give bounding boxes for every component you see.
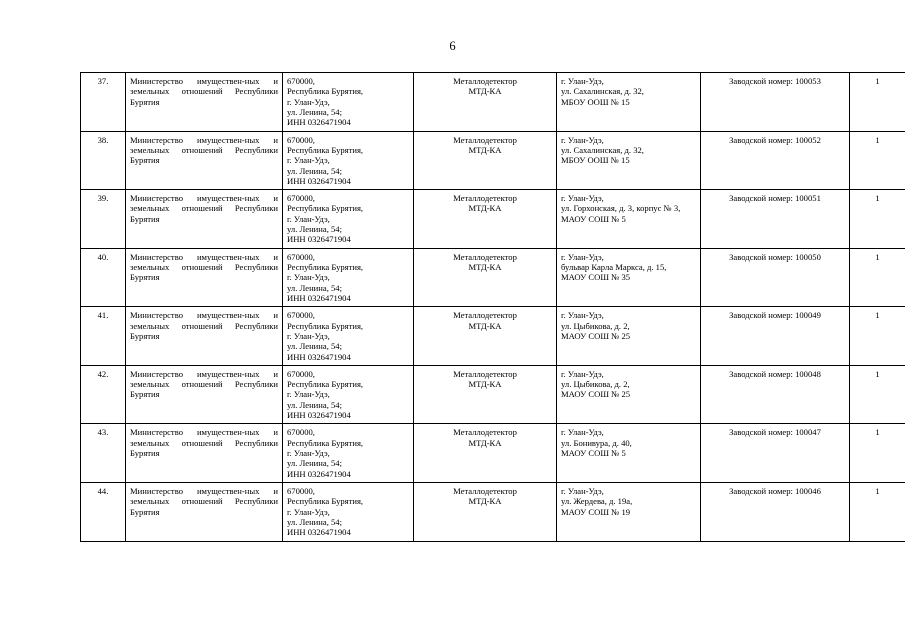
row-address xyxy=(283,248,414,307)
row-address xyxy=(283,131,414,190)
row-address xyxy=(283,307,414,366)
location-line: МАОУ СОШ № 5 xyxy=(561,213,626,224)
device-line: Металлодетектор xyxy=(453,368,517,379)
device-line: МТД-КА xyxy=(468,262,502,272)
address-line: г. Улан-Удэ, xyxy=(287,272,330,283)
address-line: г. Улан-Удэ, xyxy=(287,389,330,400)
address-line: Республика Бурятия, xyxy=(287,203,364,214)
address-line: ул. Ленина, 54; xyxy=(287,341,342,352)
device-line: МТД-КА xyxy=(468,144,502,155)
address-line: 670000, xyxy=(287,76,315,86)
address-line: 670000, xyxy=(287,427,315,438)
row-quantity: 1 xyxy=(850,131,905,190)
row-serial-number: Заводской номер: 100050 xyxy=(701,248,850,307)
row-serial-number: Заводской номер: 100046 xyxy=(701,482,850,541)
location-line: МБОУ ООШ № 15 xyxy=(561,96,630,107)
location-line: МАОУ СОШ № 25 xyxy=(561,389,631,400)
location-line: г. Улан-Удэ, xyxy=(561,251,604,262)
row-number: 43. xyxy=(81,424,126,483)
device-line: Металлодетектор xyxy=(453,134,517,145)
location-line: ул. Бонивура, д. 40, xyxy=(561,437,632,448)
location-line: г. Улан-Удэ, xyxy=(561,193,604,204)
address-line: ул. Ленина, 54; xyxy=(287,165,342,176)
address-line: Республика Бурятия, xyxy=(287,262,364,272)
device-line: Металлодетектор xyxy=(453,485,517,496)
row-device xyxy=(414,365,557,424)
row-location xyxy=(557,424,701,483)
location-line: г. Улан-Удэ, xyxy=(561,76,604,86)
device-line: Металлодетектор xyxy=(453,76,517,86)
device-line: Металлодетектор xyxy=(453,251,517,262)
address-line: г. Улан-Удэ, xyxy=(287,213,330,224)
row-device xyxy=(414,248,557,307)
table-row xyxy=(81,424,905,483)
address-line: ИНН 0326471904 xyxy=(287,234,351,245)
row-device xyxy=(414,190,557,249)
row-quantity: 1 xyxy=(850,307,905,366)
row-organization: Министерство имуществен-ных и земельных отношений Республики Бурятия xyxy=(126,131,283,190)
table-row xyxy=(81,365,905,424)
registry-table-wrapper xyxy=(80,72,880,542)
address-line: ул. Ленина, 54; xyxy=(287,282,342,293)
address-line: ИНН 0326471904 xyxy=(287,175,351,186)
row-device xyxy=(414,73,557,132)
row-quantity: 1 xyxy=(850,482,905,541)
row-organization: Министерство имуществен-ных и земельных отношений Республики Бурятия xyxy=(126,248,283,307)
row-number: 41. xyxy=(81,307,126,366)
device-line: МТД-КА xyxy=(468,437,502,448)
row-organization: Министерство имуществен-ных и земельных отношений Республики Бурятия xyxy=(126,482,283,541)
address-line: ул. Ленина, 54; xyxy=(287,516,342,527)
address-line: ул. Ленина, 54; xyxy=(287,224,342,235)
address-line: Республика Бурятия, xyxy=(287,496,364,507)
location-line: г. Улан-Удэ, xyxy=(561,368,604,379)
device-line: Металлодетектор xyxy=(453,310,517,321)
row-serial-number: Заводской номер: 100053 xyxy=(701,73,850,132)
address-line: г. Улан-Удэ, xyxy=(287,96,330,107)
row-device xyxy=(414,424,557,483)
row-organization: Министерство имуществен-ных и земельных отношений Республики Бурятия xyxy=(126,424,283,483)
address-line: г. Улан-Удэ, xyxy=(287,155,330,166)
page-number: 6 xyxy=(449,39,456,53)
row-number: 38. xyxy=(81,131,126,190)
address-line: ИНН 0326471904 xyxy=(287,292,351,303)
address-line: 670000, xyxy=(287,310,315,321)
row-device xyxy=(414,307,557,366)
location-line: ул. Жердева, д. 19а, xyxy=(561,496,633,507)
table-row xyxy=(81,482,905,541)
table-row xyxy=(81,73,905,132)
row-serial-number: Заводской номер: 100047 xyxy=(701,424,850,483)
address-line: г. Улан-Удэ, xyxy=(287,448,330,458)
location-line: г. Улан-Удэ, xyxy=(561,427,604,438)
location-line: МАОУ СОШ № 35 xyxy=(561,272,631,283)
location-line: г. Улан-Удэ, xyxy=(561,485,604,496)
row-number: 39. xyxy=(81,190,126,249)
row-location xyxy=(557,131,701,190)
row-organization: Министерство имуществен-ных и земельных отношений Республики Бурятия xyxy=(126,73,283,132)
table-row xyxy=(81,307,905,366)
row-quantity: 1 xyxy=(850,248,905,307)
row-number: 40. xyxy=(81,248,126,307)
location-line: ул. Сахалинская, д. 32, xyxy=(561,86,644,97)
row-organization: Министерство имуществен-ных и земельных отношений Республики Бурятия xyxy=(126,365,283,424)
address-line: 670000, xyxy=(287,193,315,204)
registry-table-body xyxy=(81,73,905,542)
location-line: МАОУ СОШ № 19 xyxy=(561,506,631,517)
location-line: г. Улан-Удэ, xyxy=(561,134,604,145)
row-address xyxy=(283,190,414,249)
location-line: бульвар Карла Маркса, д. 15, xyxy=(561,262,667,272)
address-line: Республика Бурятия, xyxy=(287,379,364,390)
location-line: МАОУ СОШ № 25 xyxy=(561,330,631,341)
location-line: МБОУ ООШ № 15 xyxy=(561,155,630,166)
table-row xyxy=(81,248,905,307)
location-line: г. Улан-Удэ, xyxy=(561,310,604,321)
row-serial-number: Заводской номер: 100049 xyxy=(701,307,850,366)
row-address xyxy=(283,482,414,541)
row-address xyxy=(283,73,414,132)
row-quantity: 1 xyxy=(850,424,905,483)
address-line: ИНН 0326471904 xyxy=(287,527,351,538)
row-quantity: 1 xyxy=(850,190,905,249)
address-line: Республика Бурятия, xyxy=(287,320,364,331)
address-line: ул. Ленина, 54; xyxy=(287,458,342,469)
row-location xyxy=(557,365,701,424)
address-line: г. Улан-Удэ, xyxy=(287,506,330,517)
address-line: ИНН 0326471904 xyxy=(287,468,351,479)
device-line: МТД-КА xyxy=(468,496,502,507)
address-line: ИНН 0326471904 xyxy=(287,351,351,362)
address-line: 670000, xyxy=(287,251,315,262)
row-device xyxy=(414,482,557,541)
row-location xyxy=(557,248,701,307)
address-line: 670000, xyxy=(287,485,315,496)
address-line: 670000, xyxy=(287,368,315,379)
device-line: Металлодетектор xyxy=(453,427,517,438)
address-line: г. Улан-Удэ, xyxy=(287,330,330,341)
row-number: 37. xyxy=(81,73,126,132)
address-line: 670000, xyxy=(287,134,315,145)
row-location xyxy=(557,307,701,366)
row-serial-number: Заводской номер: 100052 xyxy=(701,131,850,190)
row-serial-number: Заводской номер: 100048 xyxy=(701,365,850,424)
row-organization: Министерство имуществен-ных и земельных отношений Республики Бурятия xyxy=(126,307,283,366)
device-line: МТД-КА xyxy=(468,320,502,331)
location-line: ул. Сахалинская, д. 32, xyxy=(561,144,644,155)
location-line: ул. Цыбикова, д. 2, xyxy=(561,320,630,331)
row-location xyxy=(557,482,701,541)
row-address xyxy=(283,365,414,424)
row-location xyxy=(557,73,701,132)
address-line: ул. Ленина, 54; xyxy=(287,106,342,117)
device-line: МТД-КА xyxy=(468,203,502,214)
address-line: Республика Бурятия, xyxy=(287,144,364,155)
row-quantity: 1 xyxy=(850,73,905,132)
address-line: Республика Бурятия, xyxy=(287,437,364,448)
row-organization: Министерство имуществен-ных и земельных отношений Республики Бурятия xyxy=(126,190,283,249)
registry-table xyxy=(80,72,905,542)
location-line: ул. Горхонская, д. 3, корпус № 3, xyxy=(561,203,681,214)
row-number: 42. xyxy=(81,365,126,424)
row-device xyxy=(414,131,557,190)
row-location xyxy=(557,190,701,249)
device-line: МТД-КА xyxy=(468,86,502,97)
address-line: Республика Бурятия, xyxy=(287,86,364,97)
table-row xyxy=(81,131,905,190)
row-address xyxy=(283,424,414,483)
table-row xyxy=(81,190,905,249)
device-line: МТД-КА xyxy=(468,379,502,390)
row-number: 44. xyxy=(81,482,126,541)
row-quantity: 1 xyxy=(850,365,905,424)
address-line: ул. Ленина, 54; xyxy=(287,399,342,410)
location-line: МАОУ СОШ № 5 xyxy=(561,448,626,458)
address-line: ИНН 0326471904 xyxy=(287,410,351,421)
device-line: Металлодетектор xyxy=(453,193,517,204)
location-line: ул. Цыбикова, д. 2, xyxy=(561,379,630,390)
row-serial-number: Заводской номер: 100051 xyxy=(701,190,850,249)
address-line: ИНН 0326471904 xyxy=(287,117,351,128)
